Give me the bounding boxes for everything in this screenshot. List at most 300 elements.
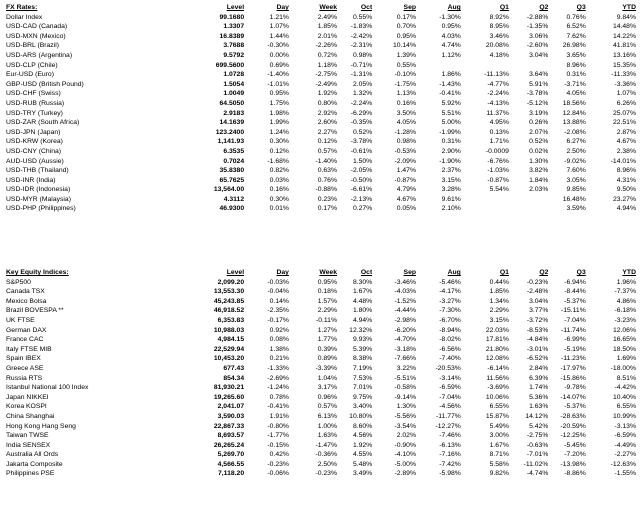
change-value: -3.78%	[526, 90, 549, 98]
change-value: 1.57%	[317, 297, 337, 305]
change-value: 0.76%	[566, 13, 586, 21]
change-value: -7.30%	[439, 307, 461, 315]
change-value: 0.55%	[396, 61, 416, 69]
fx-table-row	[6, 80, 636, 90]
change-value: -7.16%	[439, 451, 461, 459]
change-value: 13.88%	[562, 119, 586, 127]
change-value: -9.14%	[394, 393, 416, 401]
change-value: -7.01%	[526, 451, 549, 459]
change-value: -0.90%	[394, 441, 416, 449]
fx-rates-table	[6, 3, 636, 214]
change-value: 0.52%	[529, 138, 549, 146]
change-value: -6.99%	[564, 336, 586, 344]
row-label: USD-MXN (Mexico)	[6, 32, 66, 40]
change-value: 17.81%	[485, 336, 509, 344]
equity-table-row	[6, 431, 636, 441]
fx-table-row	[6, 89, 636, 99]
equity-header-q3: Q3	[576, 269, 586, 276]
change-value: 1.30%	[396, 403, 416, 411]
change-value: 1.30%	[529, 157, 549, 165]
fx-table-row	[6, 51, 636, 61]
change-value: -1.75%	[394, 80, 416, 88]
change-value: -0.87%	[487, 176, 509, 184]
change-value: 0.89%	[317, 355, 337, 363]
change-value: 3.15%	[489, 316, 509, 324]
fx-table-row	[6, 147, 636, 157]
fx-table-row	[6, 195, 636, 205]
change-value: -0.41%	[267, 403, 289, 411]
level-value: 26,265.24	[213, 441, 245, 449]
change-value: 2.90%	[441, 147, 461, 155]
equity-table-row	[6, 354, 636, 364]
change-value: -0.88%	[315, 186, 337, 194]
change-value: 14.12%	[525, 412, 549, 420]
change-value: 12.32%	[349, 326, 373, 334]
change-value: 7.62%	[566, 32, 586, 40]
change-value: 4.31%	[616, 176, 636, 184]
change-value: 1.98%	[269, 109, 289, 117]
equity-table-row	[6, 364, 636, 374]
level-value: 123.2400	[215, 128, 245, 136]
change-value: 9.75%	[352, 393, 373, 401]
change-value: -0.23%	[315, 470, 337, 478]
level-value: 699.5600	[215, 61, 245, 69]
change-value: 22.03%	[485, 326, 509, 334]
change-value: 6.52%	[566, 23, 586, 31]
equity-table-row	[6, 306, 636, 316]
change-value: 0.95%	[269, 90, 289, 98]
equity-table-row	[6, 287, 636, 297]
change-value: -0.63%	[526, 441, 549, 449]
change-value: 2.02%	[396, 432, 416, 440]
change-value: 1.34%	[489, 297, 509, 305]
change-value: -0.10%	[394, 71, 416, 79]
change-value: 3.06%	[529, 32, 549, 40]
row-label: USD-MYR (Malaysia)	[6, 195, 71, 203]
change-value: 0.16%	[396, 99, 416, 107]
row-label: Spain IBEX	[6, 355, 41, 363]
level-value: 2,099.20	[217, 278, 245, 286]
change-value	[461, 195, 509, 205]
change-value: -6.70%	[439, 316, 461, 324]
change-value: 0.63%	[317, 167, 337, 175]
level-value: 4,984.15	[217, 336, 245, 344]
change-value: -3.27%	[439, 297, 461, 305]
fx-header-week: Week	[319, 4, 337, 11]
change-value: 0.12%	[269, 147, 289, 155]
level-value: 4.3112	[223, 195, 245, 203]
row-label: USD-CLP (Chile)	[6, 61, 58, 69]
change-value: 22.51%	[612, 119, 636, 127]
change-value: -6.56%	[439, 345, 461, 353]
change-value: 0.98%	[396, 138, 416, 146]
change-value: -1.83%	[350, 23, 373, 31]
change-value: -0.61%	[350, 147, 373, 155]
row-label: China Shanghai	[6, 412, 55, 420]
change-value: 3.64%	[529, 71, 549, 79]
change-value: 0.13%	[489, 128, 509, 136]
change-value: 15.35%	[612, 61, 636, 69]
row-label: Italy FTSE MIB	[6, 345, 52, 353]
fx-table-row	[6, 128, 636, 138]
fx-table-row	[6, 32, 636, 42]
change-value: 3.04%	[529, 297, 549, 305]
equity-table-row	[6, 383, 636, 393]
change-value: -11.74%	[560, 326, 586, 334]
change-value: 2.03%	[529, 186, 549, 194]
equity-header-ytd: YTD	[622, 269, 636, 276]
change-value: -2.24%	[350, 99, 373, 107]
change-value: 9.84%	[616, 13, 636, 21]
change-value: -4.44%	[394, 307, 416, 315]
row-label: AUD-USD (Aussie)	[6, 157, 64, 165]
change-value: 3.15%	[441, 176, 461, 184]
change-value: 6.27%	[566, 138, 586, 146]
change-value: -0.87%	[394, 176, 416, 184]
change-value: -4.77%	[487, 80, 509, 88]
level-value: 7,118.20	[218, 470, 245, 478]
change-value: 0.27%	[352, 205, 373, 213]
change-value: -2.42%	[350, 32, 373, 40]
change-value: -7.37%	[614, 288, 636, 296]
change-value: -3.36%	[614, 80, 636, 88]
change-value: 0.01%	[269, 205, 289, 213]
change-value: -2.35%	[267, 307, 289, 315]
change-value: -9.02%	[564, 157, 586, 165]
change-value: -14.01%	[610, 157, 636, 165]
change-value	[416, 61, 461, 71]
change-value: 1.92%	[352, 441, 373, 449]
change-value: 2.27%	[317, 128, 337, 136]
change-value: -7.04%	[439, 393, 461, 401]
change-value: 1.74%	[529, 384, 549, 392]
change-value: -4.74%	[526, 470, 549, 478]
row-label: Philippines PSE	[6, 470, 55, 478]
fx-header-q2: Q2	[539, 4, 549, 11]
change-value: 18.56%	[562, 99, 586, 107]
equity-section-title: Key Equity Indices:	[6, 269, 69, 276]
change-value: 1.00%	[317, 422, 337, 430]
change-value: -2.31%	[350, 42, 373, 50]
equity-table-row	[6, 345, 636, 355]
change-value: -5.19%	[564, 345, 586, 353]
change-value: 14.22%	[612, 32, 636, 40]
change-value: 5.92%	[441, 99, 461, 107]
fx-header-aug: Aug	[447, 4, 461, 11]
level-value: 65.7625	[219, 176, 245, 184]
change-value: -1.43%	[439, 80, 461, 88]
change-value: -0.71%	[350, 61, 373, 69]
change-value: 1.67%	[352, 288, 373, 296]
change-value: -1.33%	[267, 364, 289, 372]
equity-table-row	[6, 402, 636, 412]
level-value: 2.9183	[223, 109, 245, 117]
change-value: 4.94%	[352, 316, 373, 324]
change-value: -7.40%	[439, 355, 461, 363]
change-value: 0.05%	[396, 205, 416, 213]
level-value: 2,041.07	[217, 403, 245, 411]
fx-header-ytd: YTD	[622, 4, 636, 11]
equity-header-aug: Aug	[447, 269, 461, 276]
change-value	[509, 204, 549, 214]
change-value: 3.05%	[566, 176, 586, 184]
change-value: -6.94%	[564, 278, 586, 286]
change-value: 8.60%	[352, 422, 373, 430]
change-value: -7.46%	[439, 432, 461, 440]
change-value: 1.13%	[396, 90, 416, 98]
row-label: Istanbul National 100 Index	[6, 384, 89, 392]
change-value: -4.10%	[394, 451, 416, 459]
change-value: -3.14%	[439, 374, 461, 382]
row-label: UK FTSE	[6, 316, 35, 324]
row-label: USD-RUB (Russia)	[6, 99, 65, 107]
change-value: 5.36%	[529, 393, 549, 401]
change-value: -2.75%	[526, 432, 549, 440]
change-value: -9.78%	[564, 384, 586, 392]
change-value: -1.52%	[394, 297, 416, 305]
change-value: -2.49%	[315, 80, 337, 88]
change-value: 7.01%	[352, 384, 373, 392]
change-value: 0.18%	[317, 288, 337, 296]
fx-header-oct: Oct	[360, 4, 373, 11]
change-value: 12.06%	[612, 326, 636, 334]
change-value: -0.0009	[485, 147, 509, 155]
change-value: -7.20%	[564, 451, 586, 459]
row-label: GBP-USD (British Pound)	[6, 80, 84, 88]
change-value: -1.40%	[267, 71, 289, 79]
change-value: -0.36%	[315, 451, 337, 459]
change-value: 3.19%	[529, 109, 549, 117]
change-value: 2.07%	[529, 128, 549, 136]
level-value: 22,529.94	[213, 345, 245, 353]
row-label: France CAC	[6, 336, 44, 344]
change-value: 0.95%	[317, 278, 337, 286]
change-value: 2.50%	[566, 147, 586, 155]
change-value: -1.90%	[439, 157, 461, 165]
change-value: -6.29%	[350, 109, 373, 117]
change-value: 0.92%	[269, 326, 289, 334]
change-value: -3.01%	[526, 345, 549, 353]
change-value: -15.11%	[560, 307, 586, 315]
change-value: -6.61%	[350, 186, 373, 194]
change-value: -14.07%	[560, 393, 586, 401]
level-value: 46,918.52	[213, 307, 245, 315]
equity-header-q2: Q2	[539, 269, 549, 276]
change-value: 5.58%	[489, 460, 509, 468]
change-value: 0.14%	[269, 297, 289, 305]
change-value: 0.95%	[396, 32, 416, 40]
change-value: 0.72%	[317, 51, 337, 59]
change-value: 2.50%	[317, 460, 337, 468]
fx-header-row	[6, 3, 636, 13]
equity-table-row	[6, 297, 636, 307]
change-value: 3.46%	[489, 32, 509, 40]
change-value: -0.17%	[267, 316, 289, 324]
change-value: 2.37%	[441, 167, 461, 175]
change-value: 1.32%	[352, 90, 373, 98]
change-value: -1.35%	[526, 23, 549, 31]
row-label: USD-IDR (Indonesia)	[6, 186, 71, 194]
change-value: -20.59%	[560, 422, 586, 430]
change-value: 0.21%	[269, 355, 289, 363]
change-value: 5.54%	[489, 186, 509, 194]
change-value: 2.29%	[489, 307, 509, 315]
change-value: 5.91%	[529, 80, 549, 88]
fx-table-row	[6, 166, 636, 176]
change-value: 0.69%	[269, 61, 289, 69]
change-value: 13.16%	[612, 51, 636, 59]
change-value: -6.14%	[487, 364, 509, 372]
change-value: 5.39%	[352, 345, 373, 353]
level-value: 22,867.33	[213, 422, 245, 430]
change-value: -4.13%	[487, 99, 509, 107]
fx-table-row	[6, 137, 636, 147]
row-label: Japan NIKKEI	[6, 393, 49, 401]
fx-rows	[6, 13, 636, 214]
level-value: 6.3535	[223, 147, 245, 155]
change-value: -6.59%	[439, 384, 461, 392]
change-value: -2.48%	[526, 288, 549, 296]
change-value: 9.82%	[489, 470, 509, 478]
row-label: USD-CAD (Canada)	[6, 23, 68, 31]
change-value: 5.49%	[489, 422, 509, 430]
change-value: -5.98%	[439, 470, 461, 478]
fx-table-row	[6, 13, 636, 23]
change-value: 3.22%	[396, 364, 416, 372]
change-value: 3.65%	[566, 51, 586, 59]
change-value: 26.98%	[562, 42, 586, 50]
change-value: -0.35%	[350, 119, 373, 127]
change-value: -5.46%	[439, 278, 461, 286]
level-value: 1.0049	[223, 90, 245, 98]
row-label: USD-TRY (Turkey)	[6, 109, 63, 117]
change-value: 1.69%	[616, 355, 636, 363]
equity-header-oct: Oct	[360, 269, 373, 276]
change-value: 10.80%	[349, 412, 373, 420]
change-value: -5.56%	[394, 412, 416, 420]
change-value: 1.86%	[441, 71, 461, 79]
change-value: 2.01%	[317, 32, 337, 40]
change-value: 21.80%	[485, 345, 509, 353]
row-label: Australia All Ords	[6, 451, 59, 459]
change-value: -6.59%	[614, 432, 636, 440]
change-value: 1.75%	[269, 99, 289, 107]
change-value: 1.07%	[616, 90, 636, 98]
change-value: 1.04%	[317, 374, 337, 382]
change-value: 1.91%	[269, 412, 289, 420]
change-value: 4.55%	[352, 451, 373, 459]
change-value: 25.07%	[612, 109, 636, 117]
change-value: -2.60%	[526, 42, 549, 50]
change-value: 8.51%	[616, 374, 636, 382]
level-value: 10,453.20	[213, 355, 245, 363]
equity-header-sep: Sep	[403, 269, 416, 276]
change-value: -1.01%	[267, 80, 289, 88]
change-value: 0.30%	[269, 138, 289, 146]
change-value: 1.67%	[489, 441, 509, 449]
change-value: 1.24%	[269, 128, 289, 136]
change-value: -3.71%	[564, 80, 586, 88]
change-value	[509, 61, 549, 71]
change-value: -13.98%	[560, 460, 586, 468]
change-value: -11.02%	[523, 460, 549, 468]
change-value: -12.25%	[560, 432, 586, 440]
change-value: 10.40%	[612, 393, 636, 401]
change-value: 1.85%	[489, 288, 509, 296]
change-value: 4.74%	[441, 42, 461, 50]
change-value: -0.23%	[267, 460, 289, 468]
level-value: 64.5050	[219, 99, 245, 107]
change-value: -0.50%	[350, 176, 373, 184]
change-value: -5.45%	[564, 441, 586, 449]
change-value: 2.92%	[317, 109, 337, 117]
fx-table-row	[6, 99, 636, 109]
change-value: -28.63%	[560, 412, 586, 420]
change-value: -11.33%	[611, 71, 636, 79]
row-label: USD-INR (India)	[6, 176, 56, 184]
fx-header-q1: Q1	[499, 4, 509, 11]
change-value: 15.87%	[485, 412, 509, 420]
fx-table-row	[6, 185, 636, 195]
change-value: 7.60%	[566, 167, 586, 175]
change-value: 0.55%	[352, 13, 373, 21]
row-label: Eur-USD (Euro)	[6, 71, 54, 79]
change-value: 2.38%	[616, 147, 636, 155]
change-value: 20.08%	[485, 42, 509, 50]
change-value: 8.96%	[616, 167, 636, 175]
fx-table-row	[6, 176, 636, 186]
change-value: -11.23%	[560, 355, 586, 363]
fx-table-row	[6, 70, 636, 80]
row-label: Taiwan TWSE	[6, 432, 49, 440]
change-value: 9.93%	[352, 336, 373, 344]
change-value: 10.06%	[485, 393, 509, 401]
change-value: 0.57%	[317, 147, 337, 155]
change-value: 10.14%	[392, 42, 416, 50]
change-value: -7.42%	[439, 460, 461, 468]
equity-table-row	[6, 374, 636, 384]
change-value: 1.38%	[269, 345, 289, 353]
change-value: -5.37%	[564, 403, 586, 411]
level-value: 9.5792	[223, 51, 245, 59]
change-value: 6.39%	[529, 374, 549, 382]
change-value: 3.40%	[352, 403, 373, 411]
change-value: -0.30%	[267, 42, 289, 50]
change-value: -18.00%	[610, 364, 636, 372]
change-value: 1.96%	[616, 278, 636, 286]
level-value: 677.43	[223, 364, 245, 372]
change-value: -1.47%	[315, 441, 337, 449]
change-value: 1.27%	[317, 326, 337, 334]
change-value: 1.80%	[352, 307, 373, 315]
equity-table-row	[6, 278, 636, 288]
row-label: Brazil BOVESPA **	[6, 307, 64, 315]
change-value: -1.30%	[439, 13, 461, 21]
change-value: 7.19%	[352, 364, 373, 372]
change-value: 9.61%	[441, 195, 461, 203]
change-value: 16.48%	[562, 195, 586, 203]
change-value: 0.31%	[441, 138, 461, 146]
change-value: -2.24%	[487, 90, 509, 98]
change-value: -2.69%	[267, 374, 289, 382]
level-value: 1.5054	[223, 80, 245, 88]
fx-header-level: Level	[226, 4, 245, 11]
change-value: 2.87%	[616, 128, 636, 136]
change-value: -6.76%	[487, 157, 509, 165]
row-label: S&P500	[6, 278, 31, 286]
level-value: 8,693.57	[217, 432, 245, 440]
change-value: 1.44%	[269, 32, 289, 40]
